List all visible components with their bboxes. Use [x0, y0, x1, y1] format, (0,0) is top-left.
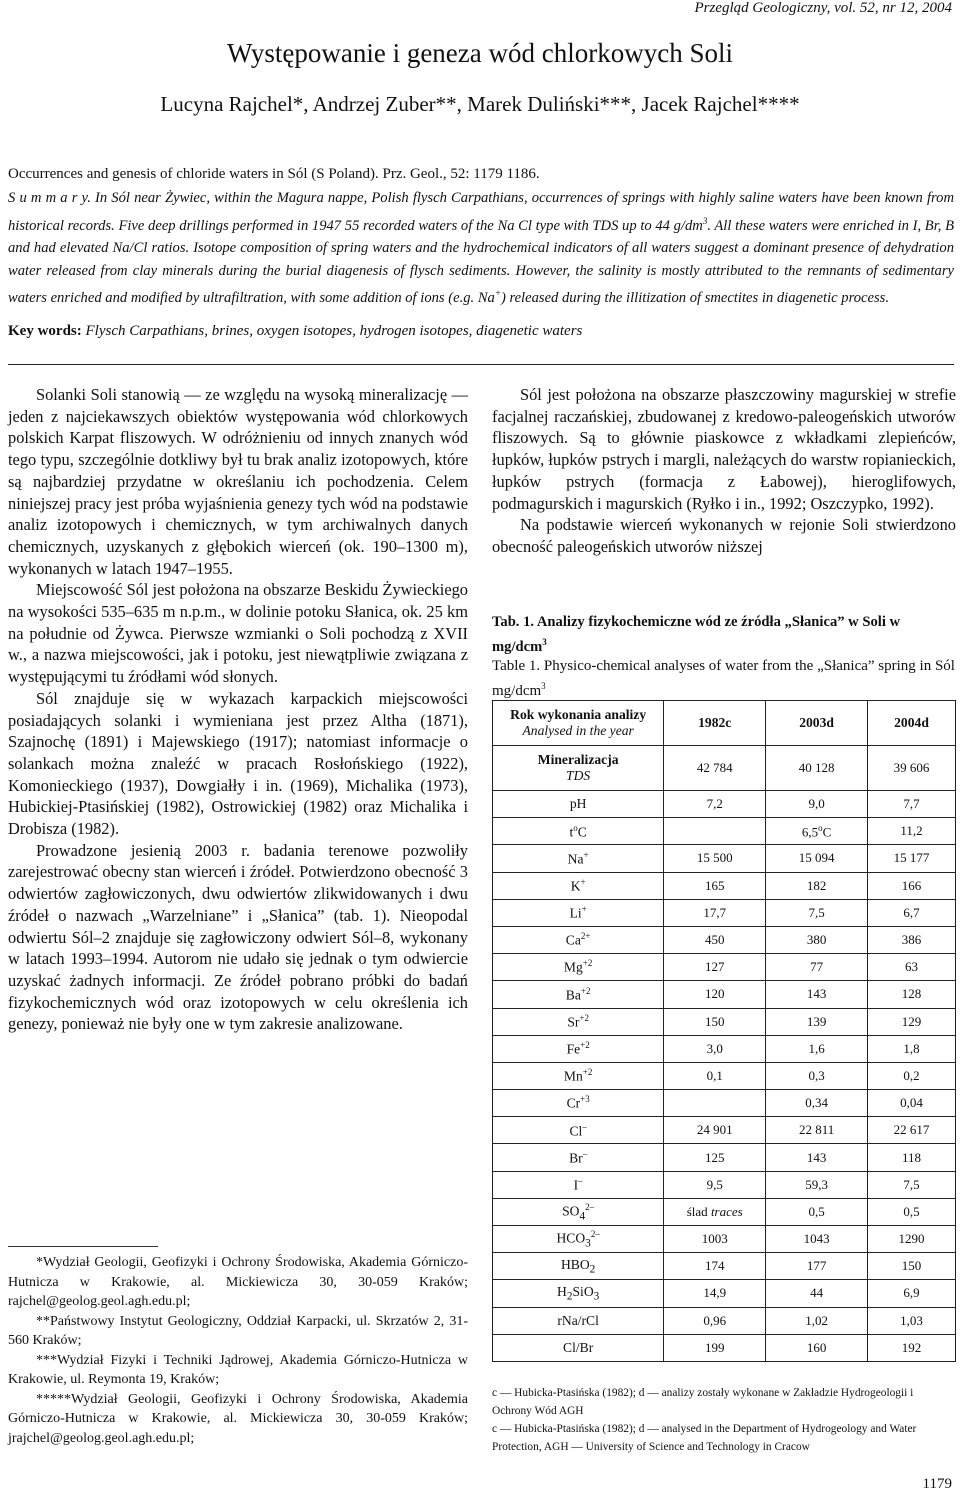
header-year-en: Analysed in the year	[522, 723, 634, 738]
paragraph: Na podstawie wierceń wykonanych w rejonie Soli stwierdzono obecność paleogeńskich utworów niższej	[492, 515, 956, 556]
row-label: Br–	[493, 1144, 664, 1171]
cell-value: 128	[868, 981, 956, 1008]
table-row	[493, 981, 956, 1008]
cell-value: 1,8	[868, 1035, 956, 1062]
cell-value	[664, 1090, 766, 1117]
cell-value: 1290	[868, 1226, 956, 1253]
divider	[8, 364, 954, 365]
paragraph: Sól jest położona na obszarze płaszczowiny magurskiej w strefie facjalnej raczańskiej, zbudowanej z kredowo-paleogeńskich utworów fliszowych. Są to głównie piaskowce z wkładkami zlepieńców, łupków, łupków pstrych i margli, należących do warstw ropianieckich, łupków pstrych (formacja z Łabowej), hieroglifowych, podmagurskich i magurskich (Ryłko i in., 1992; Oszczypko, 1992).	[492, 385, 956, 513]
table-row	[493, 1090, 956, 1117]
table-caption-en: Table 1. Physico-chemical analyses of water from the „Słanica” spring in Sól mg/dcm$^3$	[492, 658, 955, 699]
cell-value: 0,5	[766, 1198, 868, 1225]
tds-label-en: TDS	[566, 768, 591, 783]
footnote-rule	[8, 1246, 158, 1247]
table-row	[493, 1035, 956, 1062]
row-label: Cl–	[493, 1117, 664, 1144]
row-label: $SO_4^{2-}$	[493, 1198, 664, 1225]
table-row	[493, 791, 956, 818]
cell-value: 165	[664, 872, 766, 899]
cell-value: 129	[868, 1008, 956, 1035]
cell-value: 15 177	[868, 845, 956, 872]
row-label	[493, 746, 664, 791]
table-note-en: c — Hubicka-Ptasińska (1982); d — analysed in the Department of Hydrogeology and Water Protection, AGH — University of Science and Technology in Cracow	[492, 1423, 917, 1453]
paragraph: Miejscowość Sól jest położona na obszarze Beskidu Żywieckiego na wysokości 535–635 m n.p.m., w dolinie potoku Słanica, ok. 25 km na południe od Żywca. Pierwsze wzmianki o Soli pochodzą z XVII w., a nazwa miejscowości, jak i potoku, jest niewątpliwie związana z występującymi tu źródłami wód słonych.	[8, 580, 468, 687]
row-label: $Sr^{+2}$	[493, 1008, 664, 1035]
header-2004: 2004d	[868, 701, 956, 746]
journal-header: Przegląd Geologiczny, vol. 52, nr 12, 2004	[694, 0, 952, 16]
summary: S u m m a r y. In Sól near Żywiec, within the Magura nappe, Polish flysch Carpathians, occurrences of springs with highly saline waters have been known from historical records. Five deep drillings performed in 1947 55 recorded waters of the Na Cl type with TDS up to 44 $g/dm^3$. All these waters were enriched in I, Br, B and had elevated Na/Cl ratios. Isotope composition of spring waters and the hydrochemical indicators of all waters suggest a dominant presence of dehydration water released from clay minerals during the burial diagenesis of flysch sediments. However, the salinity is mostly attributed to the remnants of sedimentary waters enriched and modified by ultrafiltration, with some addition of ions (e.g. Na+) released during the illitization of smectites in diagenetic process.	[8, 190, 954, 307]
cell-value: 1043	[766, 1226, 868, 1253]
cell-value: 9,5	[664, 1171, 766, 1198]
cell-value: 177	[766, 1253, 868, 1280]
cell-value: 22 811	[766, 1117, 868, 1144]
cell-value: 7,2	[664, 791, 766, 818]
cell-value: 6,7	[868, 899, 956, 926]
authors: Lucyna Rajchel*, Andrzej Zuber**, Marek Duliński***, Jacek Rajchel****	[160, 92, 800, 116]
row-label: rNa/rCl	[493, 1307, 664, 1334]
table-row	[493, 1117, 956, 1144]
row-label: $HCO_3^{2-}$	[493, 1226, 664, 1253]
cell-value: 120	[664, 981, 766, 1008]
table-row	[493, 1226, 956, 1253]
cell-value: 1003	[664, 1226, 766, 1253]
row-label: $Cr^{+3}$	[493, 1090, 664, 1117]
cell-value: 39 606	[868, 746, 956, 791]
cell-value: 15 500	[664, 845, 766, 872]
table-row	[493, 1253, 956, 1280]
cell-value: 15 094	[766, 845, 868, 872]
cell-value: 6,9	[868, 1280, 956, 1307]
cell-value: 0,34	[766, 1090, 868, 1117]
cell-value: 0,3	[766, 1062, 868, 1089]
cell-value: 9,0	[766, 791, 868, 818]
table-row	[493, 746, 956, 791]
cell-value: 125	[664, 1144, 766, 1171]
cell-value: 450	[664, 926, 766, 953]
row-label: Na+	[493, 845, 664, 872]
row-label: I–	[493, 1171, 664, 1198]
row-label: $t^oC$	[493, 818, 664, 845]
row-label: pH	[493, 791, 664, 818]
table-row	[493, 1307, 956, 1334]
cell-value: 42 784	[664, 746, 766, 791]
row-label: Li+	[493, 899, 664, 926]
table-row	[493, 926, 956, 953]
row-label: $Ba^{+2}$	[493, 981, 664, 1008]
cell-value: 174	[664, 1253, 766, 1280]
row-label: $Fe^{+2}$	[493, 1035, 664, 1062]
table-row	[493, 1198, 956, 1225]
right-column	[492, 384, 956, 558]
cell-value: 7,5	[868, 1171, 956, 1198]
cell-value	[664, 818, 766, 845]
article-title: Występowanie i geneza wód chlorkowych Soli	[227, 38, 733, 68]
cell-value: 0,1	[664, 1062, 766, 1089]
left-column	[8, 384, 468, 1035]
analysis-table	[492, 700, 956, 1362]
table-row	[493, 845, 956, 872]
footnote: *****Wydział Geologii, Geofizyki i Ochrony Środowiska, Akademia Górniczo-Hutnicza w Krakowie, al. Mickiewicza 30, 30-059 Kraków; jrajchel@geolog.geol.agh.edu.pl;	[8, 1391, 468, 1446]
footnotes	[8, 1253, 468, 1448]
table-row	[493, 954, 956, 981]
cell-value: ślad traces	[664, 1198, 766, 1225]
cell-value: 160	[766, 1334, 868, 1361]
row-label: $H_2SiO_3$	[493, 1280, 664, 1307]
cell-value: 143	[766, 981, 868, 1008]
row-label: K+	[493, 872, 664, 899]
cell-value: 44	[766, 1280, 868, 1307]
table-row	[493, 1062, 956, 1089]
cell-value: 63	[868, 954, 956, 981]
row-label: $Mg^{+2}$	[493, 954, 664, 981]
table-row	[493, 1280, 956, 1307]
cell-value: 6,5$^o$C	[766, 818, 868, 845]
cell-value: 127	[664, 954, 766, 981]
cell-value: 0,2	[868, 1062, 956, 1089]
cell-value: 40 128	[766, 746, 868, 791]
header-year-pl: Rok wykonania analizy	[510, 707, 647, 722]
table-row	[493, 899, 956, 926]
cell-value: 1,03	[868, 1307, 956, 1334]
footnote: *Wydział Geologii, Geofizyki i Ochrony Środowiska, Akademia Górniczo-Hutnicza w Krakowie, al. Mickiewicza 30, 30-059 Kraków; rajchel@geolog.geol.agh.edu.pl;	[8, 1255, 468, 1309]
table-row	[493, 818, 956, 845]
cell-value: 192	[868, 1334, 956, 1361]
keywords-label: Key words:	[8, 323, 82, 339]
cell-value: 0,96	[664, 1307, 766, 1334]
footnote: ***Wydział Fizyki i Techniki Jądrowej, Akademia Górniczo-Hutnicza w Krakowie, ul. Reymonta 19, Kraków;	[8, 1352, 468, 1387]
cell-value: 22 617	[868, 1117, 956, 1144]
cell-value: 118	[868, 1144, 956, 1171]
cell-value: 77	[766, 954, 868, 981]
table-row	[493, 1144, 956, 1171]
cell-value: 166	[868, 872, 956, 899]
header-year	[493, 701, 664, 746]
header-1982: 1982c	[664, 701, 766, 746]
page-number: 1179	[922, 1476, 952, 1492]
cell-value: 24 901	[664, 1117, 766, 1144]
table-row	[493, 1171, 956, 1198]
cell-value: 139	[766, 1008, 868, 1035]
paragraph: Solanki Soli stanowią — ze względu na wysoką mineralizację — jeden z najciekawszych obiektów występowania wód chlorkowych polskich Karpat fliszowych. W odróżnieniu od innych znanych wód tego typu, szczególnie dotkliwy był tu brak analiz izotopowych, które są najbardziej przydatne w określaniu ich pochodzenia. Celem niniejszej pracy jest próba wyjaśnienia genezy tych wód na podstawie analiz izotopowych i chemicznych, w tym archiwalnych danych chemicznych, uzyskanych z głębokich wierceń (ok. 190–1300 m), wykonanych w latach 1947–1955.	[8, 385, 468, 578]
cell-value: 11,2	[868, 818, 956, 845]
row-label: $Mn^{+2}$	[493, 1062, 664, 1089]
keywords-text: Flysch Carpathians, brines, oxygen isotopes, hydrogen isotopes, diagenetic waters	[85, 323, 583, 339]
table-row	[493, 1008, 956, 1035]
header-2003: 2003d	[766, 701, 868, 746]
row-label: Cl/Br	[493, 1334, 664, 1361]
cell-value: 59,3	[766, 1171, 868, 1198]
cell-value: 143	[766, 1144, 868, 1171]
cell-value: 150	[664, 1008, 766, 1035]
footnote: **Państwowy Instytut Geologiczny, Oddział Karpacki, ul. Skrzatów 2, 31-560 Kraków;	[8, 1313, 468, 1348]
cell-value: 1,02	[766, 1307, 868, 1334]
cell-value: 380	[766, 926, 868, 953]
table-row	[493, 1334, 956, 1361]
cell-value: 7,5	[766, 899, 868, 926]
cell-value: 0,04	[868, 1090, 956, 1117]
table-row	[493, 872, 956, 899]
table-note-pl: c — Hubicka-Ptasińska (1982); d — analizy zostały wykonane w Zakładzie Hydrogeologii i Ochrony Wód AGH	[492, 1387, 914, 1417]
cell-value: 17,7	[664, 899, 766, 926]
english-title-citation: Occurrences and genesis of chloride waters in Sól (S Poland). Prz. Geol., 52: 1179 1186.	[8, 166, 540, 182]
row-label: $HBO_2$	[493, 1253, 664, 1280]
row-label: $Ca^{2+}$	[493, 926, 664, 953]
cell-value: 3,0	[664, 1035, 766, 1062]
cell-value: 14,9	[664, 1280, 766, 1307]
cell-value: 1,6	[766, 1035, 868, 1062]
cell-value: 386	[868, 926, 956, 953]
cell-value: 199	[664, 1334, 766, 1361]
cell-value: 7,7	[868, 791, 956, 818]
cell-value: 150	[868, 1253, 956, 1280]
table-header-row	[493, 701, 956, 746]
table-caption-pl: Tab. 1. Analizy fizykochemiczne wód ze źródła „Słanica” w Soli w mg/dcm$^3$	[492, 614, 901, 655]
tds-label-pl: Mineralizacja	[537, 752, 619, 767]
paragraph: Prowadzone jesienią 2003 r. badania terenowe pozwoliły zarejestrować obecny stan wierceń i źródeł. Potwierdzono obecność 3 odwiertów zagłowiczonych, dwu odwiertów zlikwidowanych i dwu źródeł o nazwach „Warzelniane” i „Słanica” (tab. 1). Nieopodal odwiertu Sól–2 znajduje się zagłowiczony odwiert Sól–8, wykonany w latach 1993–1994. Autorom nie udało się jednak o tym odwiercie uzyskać żadnych informacji. Ze źródeł pobrano próbki do badań fizykochemicznych wód oraz izotopowych w celu określenia ich genezy, ponieważ nie były one w tym zakresie analizowane.	[8, 840, 468, 1034]
keywords	[8, 323, 954, 340]
paragraph: Sól znajduje się w wykazach karpackich miejscowości posiadających solanki i wymieniana jest przez Altha (1871), Szajnochę (1891) i Majewskiego (1917); natomiast informacje o solankach można znaleźć w pracach Rosłońskiego (1922), Komonieckiego (1937), Dowgiałły i in. (1969), Michalika (1973), Hubickiej-Ptasińskiej (1982), Ostrowickiej (1982) oraz Michalika i Drobisza (1982).	[8, 688, 468, 839]
cell-value: 0,5	[868, 1198, 956, 1225]
cell-value: 182	[766, 872, 868, 899]
